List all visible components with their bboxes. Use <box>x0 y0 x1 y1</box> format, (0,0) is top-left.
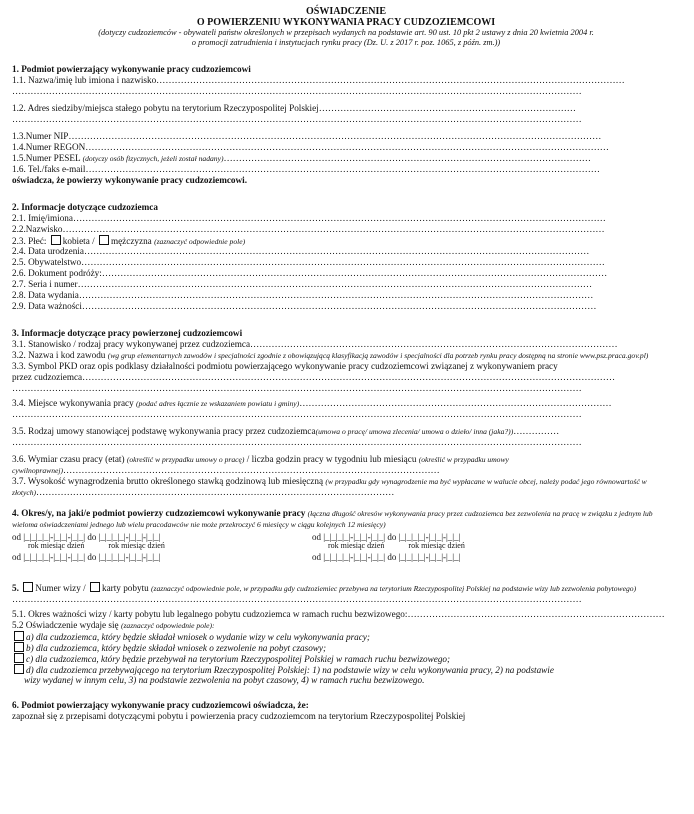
option-b-checkbox[interactable] <box>14 642 24 652</box>
visa-checkbox[interactable] <box>23 582 33 592</box>
section-4: 4. Okres/y, na jaki/e podmiot powierzy cudzoziemcowi wykonywanie pracy (łączna długość okresów wykonywania pracy przez cudzoziemca bez zezwolenia na pracę w związku z jednym lub wieloma oświadczeniami jednego lub wielu pracodawców nie może przekroczyć 6 miesięcy w ciągu kolejnych 12 miesięcy) <box>12 508 653 529</box>
field-3-5-cont[interactable]: …………………………………………………………………………………………………………………………………………………………………… <box>12 437 582 447</box>
form-title: OŚWIADCZENIE <box>305 6 387 17</box>
section-6-text: zapoznał się z przepisami dotyczącymi pobytu i powierzenia pracy cudzoziemcom na terytorium Rzeczypospolitej Polskiej <box>12 711 466 721</box>
option-b[interactable]: b) dla cudzoziemca, który będzie składał wniosek o zezwolenie na pobyt czasowy; <box>12 642 680 653</box>
male-checkbox[interactable] <box>99 235 109 245</box>
section-5: 5. Numer wizy / karty pobytu (zaznaczyć odpowiednie pole, w przypadku gdy cudzoziemiec przebywa na terytorium Rzeczypospolitej Polskiej na podstawie wizy lub zezwolenia pobytowego) <box>12 583 637 593</box>
field-3-5[interactable]: 3.5. Rodzaj umowy stanowiącej podstawę wykonywania pracy przez cudzoziemca(umowa o pracę/ umowa zlecenia/ umowa o dzieło/ inna (jaka?))…………… <box>12 426 560 436</box>
period-3[interactable]: od |_|_|_|_|-|_|_|-|_|_| do |_|_|_|_|-|_|_|-|_|_| <box>12 552 161 562</box>
period-2[interactable]: od |_|_|_|_|-|_|_|-|_|_| do |_|_|_|_|-|_|_|-|_|_| <box>312 532 461 542</box>
field-3-3[interactable]: 3.3. Symbol PKD oraz opis podklasy działalności podmiotu powierzającego wykonywanie pracy cudzoziemcowi związanej z wykonywaniem pracy <box>12 361 558 371</box>
legal-basis-line-2: o promocji zatrudnienia i instytucjach rynku pracy (Dz. U. z 2017 r. poz. 1065, z późn. zm.)) <box>191 38 501 47</box>
field-1-6[interactable]: 1.6. Tel./faks e-mail…………………………………………………………………………………………………………………………………………………… <box>12 164 600 174</box>
option-d-cont: wizy wydanej w innym celu, 3) na podstawie zezwolenia na pobyt czasowy, 4) w ramach ruchu bezwizowego. <box>24 675 425 685</box>
period-4[interactable]: od |_|_|_|_|-|_|_|-|_|_| do |_|_|_|_|-|_|_|-|_|_| <box>312 552 461 562</box>
field-1-1[interactable]: 1.1. Nazwa/imię lub imiona i nazwisko……………………………………………………………………………………………………………………………………… <box>12 75 625 85</box>
section-2-title: 2. Informacje dotyczące cudzoziemca <box>12 202 158 212</box>
option-a-checkbox[interactable] <box>14 631 24 641</box>
option-d-checkbox[interactable] <box>14 664 24 674</box>
field-3-3-cont[interactable]: przez cudzoziemca………………………………………………………………………………………………………………………………………………………… <box>12 372 616 382</box>
declaration-statement: oświadcza, że powierzy wykonywanie pracy cudzoziemcowi. <box>12 175 248 185</box>
field-2-5[interactable]: 2.5. Obywatelstwo……………………………………………………………………………………………………………………………………………………… <box>12 257 605 267</box>
field-1-2[interactable]: 1.2. Adres siedziby/miejsca stałego pobytu na terytorium Rzeczypospolitej Polskiej………………………………………………………………………… <box>12 103 576 113</box>
field-1-3[interactable]: 1.3.Numer NIP………………………………………………………………………………………………………………………………………………………… <box>12 131 602 141</box>
option-d[interactable]: d) dla cudzoziemca przebywającego na terytorium Rzeczypospolitej Polskiej: 1) na podstawie wizy w celu wykonywania pracy, 2) na podstawie <box>12 664 680 675</box>
field-1-4[interactable]: 1.4.Numer REGON……………………………………………………………………………………………………………………………………………………… <box>12 142 609 152</box>
option-c-checkbox[interactable] <box>14 653 24 663</box>
field-2-7[interactable]: 2.7. Seria i numer…………………………………………………………………………………………………………………………………………………… <box>12 279 593 289</box>
field-2-2[interactable]: 2.2.Nazwisko…………………………………………………………………………………………………………………………………………………………… <box>12 224 605 234</box>
field-3-4-cont[interactable]: …………………………………………………………………………………………………………………………………………………………………… <box>12 409 582 419</box>
field-3-2[interactable]: 3.2. Nazwa i kod zawodu (wg grup elementarnych zawodów i specjalności zgodnie z obowiązującą klasyfikacją zawodów i specjalności dla potrzeb rynku pracy dostępną na stronie www.psz.praca.gov.pl) <box>12 350 649 360</box>
legal-basis-line-1: (dotyczy cudzoziemców - obywateli państw określonych w przepisach wydanych na podstawie art. 90 ust. 10 pkt 2 ustawy z dnia 20 kwietnia 2004 r. <box>98 28 594 37</box>
field-2-1[interactable]: 2.1. Imię/imiona………………………………………………………………………………………………………………………………………………………… <box>12 213 606 223</box>
period-1-caption: rok miesiąc dzień rok miesiąc dzień <box>28 541 165 550</box>
declaration-form <box>12 6 680 722</box>
field-2-3: 2.3. Płeć: kobieta / mężczyzna (zaznaczyć odpowiednie pole) <box>12 236 246 246</box>
field-5-2: 5.2 Oświadczenie wydaje się (zaznaczyć odpowiednie pole): <box>12 620 215 630</box>
field-2-6[interactable]: 2.6. Dokument podróży:………………………………………………………………………………………………………………………………………………… <box>12 268 608 278</box>
field-1-1-cont[interactable]: …………………………………………………………………………………………………………………………………………………………………… <box>12 86 582 96</box>
period-1[interactable]: od |_|_|_|_|-|_|_|-|_|_| do |_|_|_|_|-|_|_|-|_|_| <box>12 532 161 542</box>
field-2-4[interactable]: 2.4. Data urodzenia………………………………………………………………………………………………………………………………………………… <box>12 246 590 256</box>
option-a[interactable]: a) dla cudzoziemca, który będzie składał wniosek o wydanie wizy w celu wykonywania pracy; <box>12 631 680 642</box>
section-3-title: 3. Informacje dotyczące pracy powierzonej cudzoziemcowi <box>12 328 243 338</box>
field-3-4[interactable]: 3.4. Miejsce wykonywania pracy (podać adres łącznie ze wskazaniem powiatu i gminy)………………………………………………………………………………………… <box>12 398 612 408</box>
field-2-9[interactable]: 2.9. Data ważności…………………………………………………………………………………………………………………………………………………… <box>12 301 597 311</box>
field-3-3-cont2[interactable]: …………………………………………………………………………………………………………………………………………………………………… <box>12 383 582 393</box>
field-3-7[interactable]: 3.7. Wysokość wynagrodzenia brutto określonego stawką godzinową lub miesięczną (w przypadku gdy wynagrodzenie ma być wypłacane w walucie obcej, należy podać jego równowartość w złotych)……………………………………………………………………………………………………… <box>12 476 647 497</box>
field-3-6[interactable]: 3.6. Wymiar czasu pracy (etat) (określić w przypadku umowy o pracę) / liczba godzin pracy w tygodniu lub miesiącu (określić w przypadku umowy cywilnoprawnej)…………………………………………………………………………………………………………… <box>12 454 509 475</box>
field-1-5[interactable]: 1.5.Numer PESEL (dotyczy osób fizycznych, jeżeli został nadany)………………………………………………………………………………………………………… <box>12 153 591 163</box>
field-3-1[interactable]: 3.1. Stanowisko / rodzaj pracy wykonywanej przez cudzoziemca………………………………………………………………………………………………………… <box>12 339 618 349</box>
female-checkbox[interactable] <box>51 235 61 245</box>
field-2-8[interactable]: 2.8. Data wydania…………………………………………………………………………………………………………………………………………………… <box>12 290 594 300</box>
field-1-2-cont[interactable]: …………………………………………………………………………………………………………………………………………………………………… <box>12 114 582 124</box>
field-5-1[interactable]: 5.1. Okres ważności wizy / karty pobytu lub legalnego pobytu cudzoziemca w ramach ruchu bezwizowego:………………………………………………………………………… <box>12 609 665 619</box>
option-c[interactable]: c) dla cudzoziemca, który będzie przebywał na terytorium Rzeczypospolitej Polskiej w ramach ruchu bezwizowego; <box>12 653 680 664</box>
section-4-title: 4. Okres/y, na jaki/e podmiot powierzy cudzoziemcowi wykonywanie pracy <box>12 508 306 518</box>
period-2-caption: rok miesiąc dzień rok miesiąc dzień <box>328 541 465 550</box>
section-6-title: 6. Podmiot powierzający wykonywanie pracy cudzoziemcowi oświadcza, że: <box>12 700 309 710</box>
section-1-title: 1. Podmiot powierzający wykonywanie pracy cudzoziemcowi <box>12 64 251 74</box>
form-subtitle: O POWIERZENIU WYKONYWANIA PRACY CUDZOZIEMCOWI <box>196 17 496 28</box>
period-dates-grid <box>12 532 680 568</box>
field-5-number[interactable]: …………………………………………………………………………………………………………………………………………………………………… <box>12 594 582 604</box>
residence-card-checkbox[interactable] <box>90 582 100 592</box>
